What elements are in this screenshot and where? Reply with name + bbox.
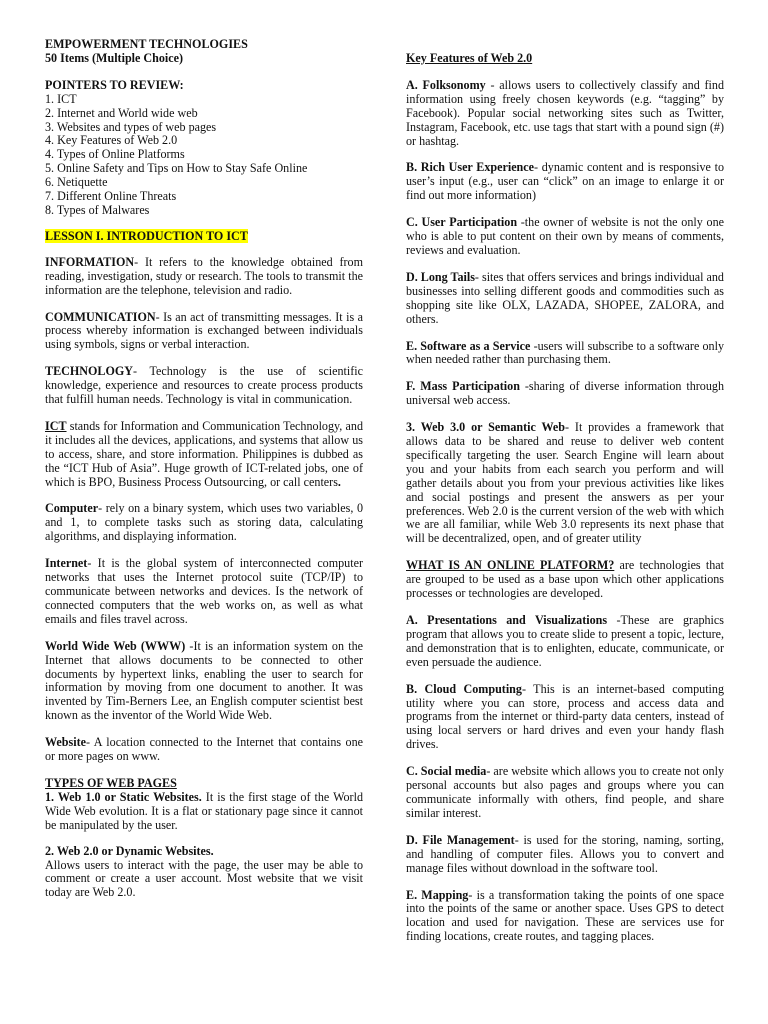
- definition-computer: [45, 502, 363, 544]
- text-ict-end: .: [337, 474, 341, 489]
- definition-internet: [45, 557, 363, 627]
- term-communication: COMMUNICATION: [45, 309, 156, 324]
- definition-website: [45, 736, 363, 764]
- definition-www: [45, 640, 363, 723]
- online-platform-paragraph: [406, 559, 724, 601]
- text-mass-participation: -sharing of diverse information through universal web access.: [406, 379, 724, 408]
- platform-social-media: [406, 765, 724, 821]
- text-communication: - Is an act of transmitting messages. It is a process whereby information is exchanged between individuals using symbols, signs or verbal interaction.: [45, 309, 363, 352]
- text-presentations: -These are graphics program that allows you to create slide to present a topic, lecture, and demonstration that is to enlighten, educate, communicate, or even persuade the audience.: [406, 613, 724, 669]
- online-platform-text: are technologies that are grouped to be used as a base upon which other applications processes or technologies are developed.: [406, 558, 724, 601]
- right-column: [406, 52, 724, 944]
- pointer-item: 3. Websites and types of web pages: [45, 119, 217, 134]
- text-ict: stands for Information and Communication Technology, and it includes all the devices, applications, and systems that allow us to access, share, and store information. Philippines is dubbed as the “ICT Hub of Asia”. Huge growth of ICT-related jobs, one of which is BPO, Business Process Outsourcing, or call centers: [45, 418, 363, 489]
- platform-presentations: [406, 614, 724, 670]
- web3-text: - It provides a framework that allows data to be shared and reuse to deliver web content specifically targeting the user. Search Engine will learn about you and your habits from each search you perform and will gather details about you from your previous activities like likes and social postings and present the answers as per your preferences. Web 2.0 is the current version of the web with which we are all familiar, while Web 3.0 represents its next phase that will be decentralized, open, and of greater utility: [406, 420, 724, 546]
- pointer-item: 5. Online Safety and Tips on How to Stay Safe Online: [45, 161, 308, 176]
- text-long-tails: - sites that offers services and brings individual and businesses into selling different goods and commodities such as shopping site like OLX, LAZADA, SHOPEE, ZALORA, and others.: [406, 269, 724, 326]
- text-social-media: - are website which allows you to create not only personal accounts but also pages and groups where you can communicate informally with others, find people, and share similar interest.: [406, 764, 724, 820]
- document-subtitle: 50 Items (Multiple Choice): [45, 50, 184, 65]
- key-feature-software-as-a-service: [406, 340, 724, 368]
- web2-title: 2. Web 2.0 or Dynamic Websites.: [45, 843, 214, 858]
- key-feature-folksonomy: [406, 79, 724, 149]
- term-software-as-a-service: E. Software as a Service: [406, 338, 531, 353]
- term-mapping: E. Mapping: [406, 887, 469, 902]
- key-feature-user-participation: [406, 216, 724, 258]
- definition-information: [45, 256, 363, 298]
- web-pages-title: TYPES OF WEB PAGES: [45, 775, 177, 790]
- pointer-item: 4. Types of Online Platforms: [45, 147, 185, 162]
- text-cloud-computing: - This is an internet-based computing utility where you can store, process and access data and programs from the internet or third-party data centers, instead of using local servers or hard drives and even your handy flash drives.: [406, 681, 725, 752]
- term-cloud-computing: B. Cloud Computing: [406, 681, 522, 696]
- platform-file-management: [406, 834, 724, 876]
- term-presentations: A. Presentations and Visualizations: [406, 613, 608, 627]
- term-www: World Wide Web (WWW): [45, 638, 186, 653]
- left-column: [45, 38, 363, 900]
- platform-cloud-computing: [406, 683, 724, 753]
- lesson-heading: [45, 230, 363, 244]
- term-internet: Internet: [45, 556, 88, 571]
- key-feature-long-tails: [406, 271, 724, 327]
- pointers-title: POINTERS TO REVIEW:: [45, 77, 184, 92]
- definition-technology: [45, 365, 363, 407]
- document-title: EMPOWERMENT TECHNOLOGIES: [45, 37, 248, 51]
- text-software-as-a-service: -users will subscribe to a software only when needed rather than purchasing them.: [406, 338, 725, 367]
- text-file-management: - is used for the storing, naming, sorting, and handling of computer files. Allows you to convert and manage files without download in the software tool.: [406, 832, 724, 875]
- term-computer: Computer: [45, 501, 99, 516]
- term-mass-participation: F. Mass Participation: [406, 379, 520, 394]
- web3-term: 3. Web 3.0 or Semantic Web: [406, 420, 566, 435]
- text-computer: - rely on a binary system, which uses two variables, 0 and 1, to complete tasks such as storing data, calculating algorithms, and displaying information.: [45, 501, 363, 544]
- web3-paragraph: [406, 421, 724, 546]
- text-technology: - Technology is the use of scientific knowledge, experience and resources to create process products that fulfill human needs. Technology is vital in communication.: [45, 364, 363, 407]
- pointer-item: 7. Different Online Threats: [45, 189, 177, 204]
- term-ict: ICT: [45, 418, 67, 433]
- term-information: INFORMATION: [45, 254, 135, 269]
- definition-communication: [45, 311, 363, 353]
- key-feature-mass-participation: [406, 380, 724, 408]
- term-folksonomy: A. Folksonomy: [406, 77, 486, 92]
- definition-ict: [45, 420, 363, 490]
- text-mapping: - is a transformation taking the points of one space into the points of the same or another space. Uses GPS to detect location and used for navigation. These are services use for finding locations, create routes, and tagging places.: [406, 887, 724, 944]
- text-internet: - It is the global system of interconnected computer networks that uses the Internet protocol suite (TCP/IP) to communicate between networks and devices. Is the network of connected computers that the web works on, as well as what emails and files travel across.: [45, 556, 363, 626]
- pointer-item: 4. Key Features of Web 2.0: [45, 133, 178, 148]
- pointer-item: 6. Netiquette: [45, 175, 108, 190]
- pointer-item: 1. ICT: [45, 91, 77, 106]
- term-rich-user-experience: B. Rich User Experience: [406, 160, 535, 175]
- web1-text: It is the first stage of the World Wide Web evolution. It is a flat or stationary page since it cannot be manipulated by the user.: [45, 789, 363, 832]
- pointer-item: 8. Types of Malwares: [45, 202, 150, 217]
- web1-title: 1. Web 1.0 or Static Websites.: [45, 789, 202, 804]
- online-platform-term: WHAT IS AN ONLINE PLATFORM?: [406, 558, 615, 573]
- term-file-management: D. File Management: [406, 832, 515, 847]
- term-long-tails: D. Long Tails: [406, 269, 475, 284]
- pointer-item: 2. Internet and World wide web: [45, 105, 198, 120]
- text-folksonomy: - allows users to collectively classify and find information using freely chosen keywords (e.g. “tagging” by Facebook). Popular social networking sites such as Twitter, Instagram, Facebook, etc. use tags that start with a pound sign (#) or hashtag.: [406, 77, 724, 148]
- text-www: -It is an information system on the Internet that allows documents to be connected to other documents by hypertext links, enabling the user to search for information by moving from one document to another. It was invented by Tim-Berners Lee, an English computer scientist best known as the inventor of the World Wide Web.: [45, 638, 363, 723]
- text-information: - It refers to the knowledge obtained from reading, investigation, study or research. The tools to transmit the information are the telephone, television and radio.: [45, 254, 363, 297]
- platform-mapping: [406, 889, 724, 945]
- term-social-media: C. Social media: [406, 764, 487, 779]
- term-technology: TECHNOLOGY: [45, 364, 134, 379]
- term-user-participation: C. User Participation: [406, 215, 518, 230]
- key-feature-rich-user-experience: [406, 161, 724, 203]
- pointers-list: [45, 93, 363, 218]
- lesson-heading-text: LESSON I. INTRODUCTION TO ICT: [45, 228, 248, 243]
- key-features-title: Key Features of Web 2.0: [406, 51, 533, 65]
- text-website: - A location connected to the Internet that contains one or more pages on www.: [45, 735, 363, 764]
- text-rich-user-experience: - dynamic content and is responsive to user’s input (e.g., user can “click” on an image to enlarge it or find out more information): [406, 160, 724, 203]
- term-website: Website: [45, 735, 86, 750]
- text-user-participation: -the owner of website is not the only one who is able to put content on their own by means of comments, reviews and evaluation.: [406, 215, 724, 257]
- web2-text: Allows users to interact with the page, the user may be able to comment or create a user account. Most website that we visit today are Web 2.0.: [45, 857, 363, 900]
- web1-paragraph: [45, 791, 363, 833]
